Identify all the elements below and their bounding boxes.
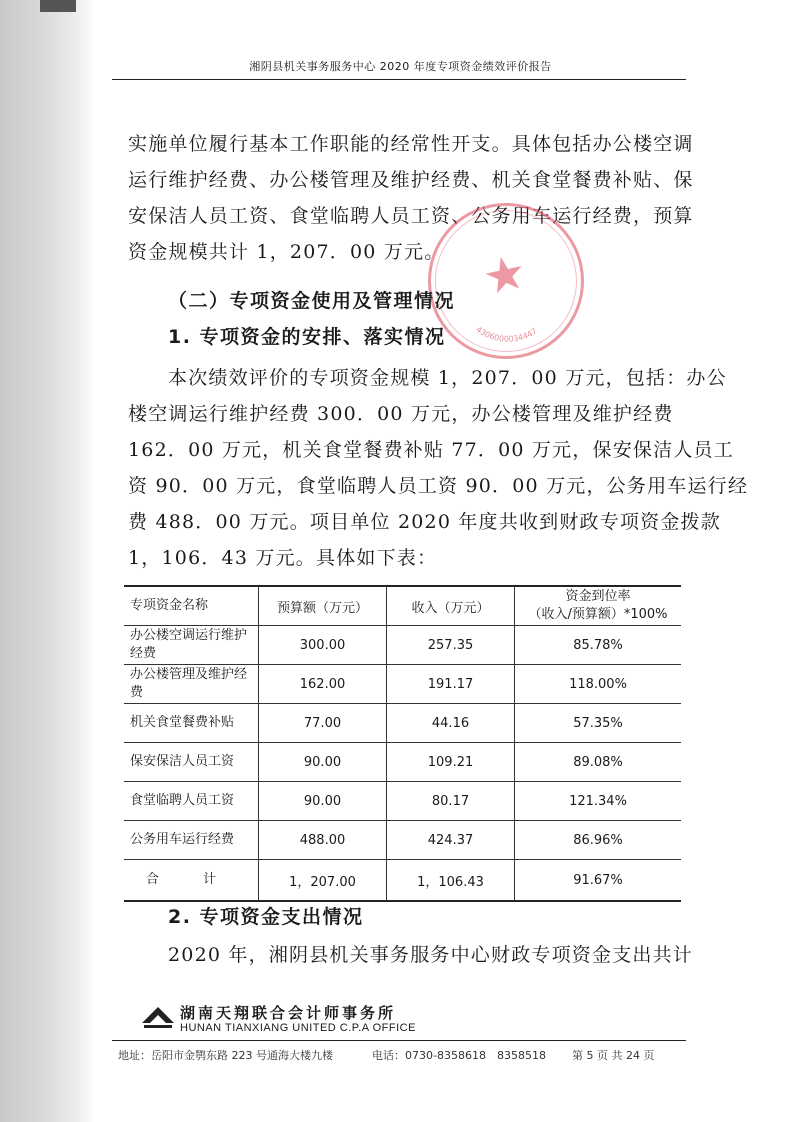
cell-budget: 162.00	[259, 665, 387, 704]
cell-name: 公务用车运行经费	[124, 821, 259, 860]
funds-table	[124, 585, 681, 902]
cell-budget: 90.00	[259, 782, 387, 821]
cell-name: 食堂临聘人员工资	[124, 782, 259, 821]
header-income: 收入（万元）	[387, 586, 515, 626]
footer-phone: 电话：0730-8358618 8358518	[372, 1049, 546, 1062]
table-row	[124, 743, 681, 782]
cell-rate: 86.96%	[515, 821, 682, 860]
cell-budget: 90.00	[259, 743, 387, 782]
cell-income: 44.16	[387, 704, 515, 743]
table-row	[124, 626, 681, 665]
footer-address: 地址：岳阳市金鹗东路 223 号通海大楼九楼	[118, 1049, 333, 1062]
arrangement-paragraph	[128, 360, 749, 576]
footer-firm-name-cn: 湖南天翔联合会计师事务所	[180, 1004, 397, 1022]
cell-income: 191.17	[387, 665, 515, 704]
footer-page-number: 第 5 页 共 24 页	[572, 1049, 655, 1062]
text-line: 安保洁人员工资、食堂临聘人员工资、公务用车运行经费，预算	[128, 205, 694, 227]
table-row	[124, 782, 681, 821]
footer-divider	[112, 1040, 686, 1041]
header-rate	[515, 586, 682, 626]
cell-rate: 85.78%	[515, 626, 682, 665]
text-line: 实施单位履行基本工作职能的经常性开支。具体包括办公楼空调	[128, 133, 694, 155]
text-line: 本次绩效评价的专项资金规模 1，207．00 万元，包括：办公	[168, 367, 727, 389]
header-name: 专项资金名称	[124, 586, 259, 626]
text-line: 运行维护经费、办公楼管理及维护经费、机关食堂餐费补贴、保	[128, 169, 694, 191]
scan-shadow	[0, 0, 96, 1122]
table-header-row	[124, 586, 681, 626]
table-row	[124, 821, 681, 860]
text-line: 资金规模共计 1，207．00 万元。	[128, 241, 445, 263]
header-rate-line2: （收入/预算额）*100%	[528, 607, 668, 622]
table-row	[124, 665, 681, 704]
cell-rate: 89.08%	[515, 743, 682, 782]
text-line: 费 488．00 万元。项目单位 2020 年度共收到财政专项资金拨款	[128, 511, 721, 533]
cell-budget: 77.00	[259, 704, 387, 743]
section-heading: （二）专项资金使用及管理情况	[168, 290, 456, 312]
subsection-heading-2: 2. 专项资金支出情况	[168, 906, 364, 928]
cell-income: 80.17	[387, 782, 515, 821]
cell-budget: 488.00	[259, 821, 387, 860]
total-budget: 1，207.00	[259, 860, 387, 902]
cell-budget: 300.00	[259, 626, 387, 665]
cell-name: 办公楼空调运行维护经费	[124, 626, 259, 665]
cell-income: 424.37	[387, 821, 515, 860]
cell-rate: 121.34%	[515, 782, 682, 821]
subsection-heading-1: 1. 专项资金的安排、落实情况	[168, 326, 446, 348]
star-icon: ★	[477, 243, 532, 307]
text-line: 资 90．00 万元，食堂临聘人员工资 90．00 万元，公务用车运行经	[128, 475, 749, 497]
page-header-title: 湘阴县机关事务服务中心 2020 年度专项资金绩效评价报告	[249, 60, 552, 73]
header-budget: 预算额（万元）	[259, 586, 387, 626]
cell-rate: 57.35%	[515, 704, 682, 743]
text-line: 1，106．43 万元。具体如下表：	[128, 547, 438, 569]
text-line: 楼空调运行维护经费 300．00 万元，办公楼管理及维护经费	[128, 403, 674, 425]
text-line: 2020 年，湘阴县机关事务服务中心财政专项资金支出共计	[168, 944, 693, 966]
total-label: 合 计	[124, 860, 259, 902]
expense-paragraph	[128, 937, 693, 973]
total-rate: 91.67%	[515, 860, 682, 902]
header-rate-line1: 资金到位率	[565, 589, 631, 604]
table-total-row	[124, 860, 681, 902]
table-row	[124, 704, 681, 743]
cell-name: 保安保洁人员工资	[124, 743, 259, 782]
svg-text:4306000034447	[473, 313, 539, 351]
cell-income: 257.35	[387, 626, 515, 665]
text-line: 162．00 万元，机关食堂餐费补贴 77．00 万元，保安保洁人员工	[128, 439, 734, 461]
cell-rate: 118.00%	[515, 665, 682, 704]
header-divider	[112, 79, 686, 80]
cell-income: 109.21	[387, 743, 515, 782]
cell-name: 机关食堂餐费补贴	[124, 704, 259, 743]
firm-logo-icon	[138, 1003, 178, 1031]
intro-paragraph	[128, 126, 694, 270]
total-income: 1，106.43	[387, 860, 515, 902]
footer-firm-name-en: HUNAN TIANXIANG UNITED C.P.A OFFICE	[180, 1022, 416, 1034]
seal-number: 4306000034447	[474, 324, 539, 344]
cell-name: 办公楼管理及维护经费	[124, 665, 259, 704]
scan-mark	[40, 0, 76, 12]
